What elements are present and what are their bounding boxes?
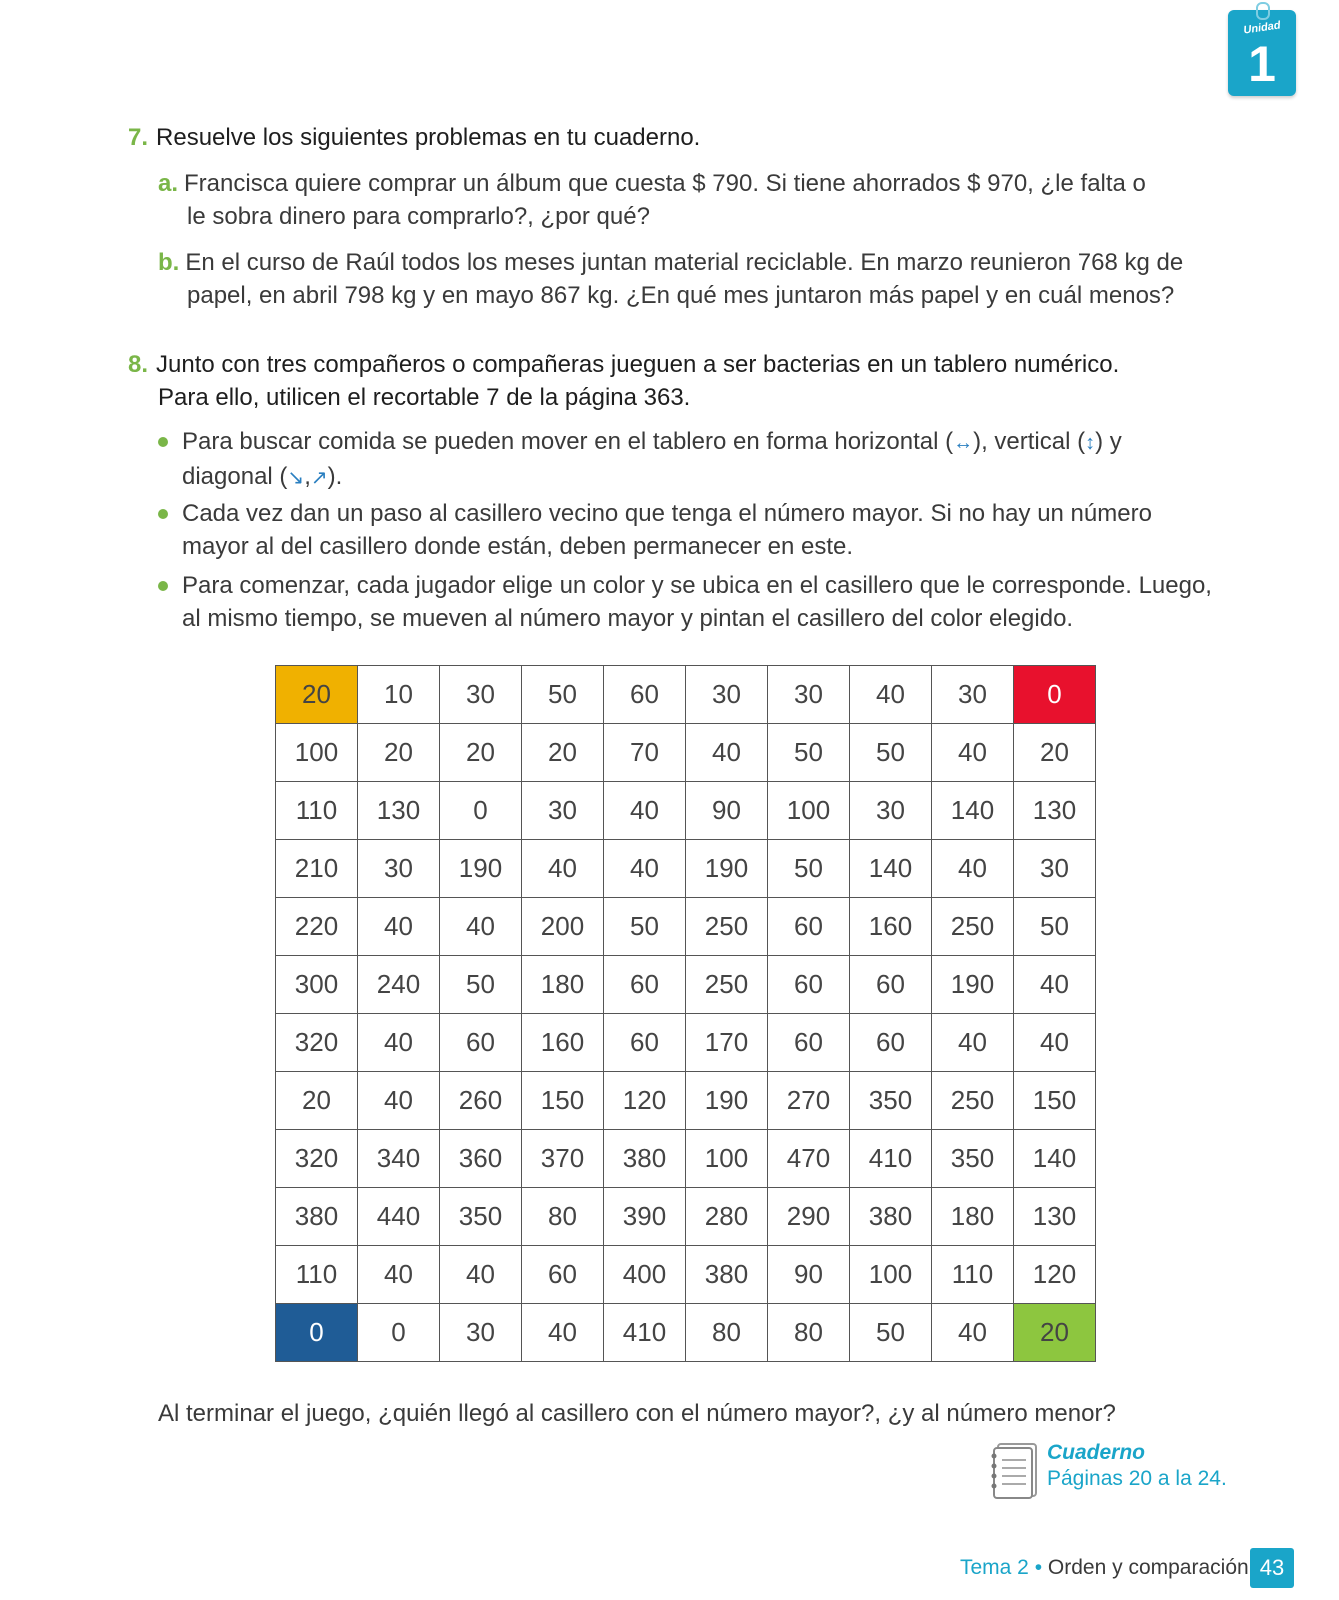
board-cell: 190 xyxy=(932,956,1014,1014)
question-7a-letter: a. xyxy=(158,170,179,197)
board-row xyxy=(276,1304,1096,1362)
rule-bullet-movement xyxy=(158,425,1238,495)
board-cell: 320 xyxy=(276,1130,358,1188)
board-cell: 130 xyxy=(1014,782,1096,840)
question-7b-line1: En el curso de Raúl todos los meses juntan material reciclable. En marzo reunieron 768 kg de xyxy=(185,249,1184,276)
board-cell: 60 xyxy=(604,666,686,724)
board-cell: 30 xyxy=(768,666,850,724)
board-cell: 380 xyxy=(686,1246,768,1304)
board-cell: 40 xyxy=(522,1304,604,1362)
rule-1-text-a: Para buscar comida se pueden mover en el tablero en forma horizontal ( xyxy=(182,428,954,455)
board-cell: 0 xyxy=(440,782,522,840)
rule-1-comma: , xyxy=(304,463,311,490)
notebook-icon xyxy=(990,1440,1040,1500)
board-cell: 50 xyxy=(522,666,604,724)
question-8-line2: Para ello, utilicen el recortable 7 de la página 363. xyxy=(158,384,691,411)
board-cell: 380 xyxy=(276,1188,358,1246)
board-cell: 40 xyxy=(604,782,686,840)
board-cell: 190 xyxy=(686,840,768,898)
board-row xyxy=(276,1188,1096,1246)
board-cell: 40 xyxy=(358,1014,440,1072)
board-cell: 60 xyxy=(522,1246,604,1304)
question-7a xyxy=(158,167,1208,233)
rule-bullet-step xyxy=(158,497,1238,563)
board-row xyxy=(276,1072,1096,1130)
board-cell: 60 xyxy=(768,1014,850,1072)
footer-separator: • xyxy=(1034,1556,1043,1579)
board-cell: 350 xyxy=(440,1188,522,1246)
page-number: 43 xyxy=(1250,1548,1294,1588)
question-7b-letter: b. xyxy=(158,249,180,276)
board-cell: 270 xyxy=(768,1072,850,1130)
board-cell: 180 xyxy=(932,1188,1014,1246)
board-cell: 60 xyxy=(604,1014,686,1072)
board-cell: 360 xyxy=(440,1130,522,1188)
board-cell: 390 xyxy=(604,1188,686,1246)
rule-1-text-e: ). xyxy=(327,463,343,490)
board-cell: 0 xyxy=(358,1304,440,1362)
board-cell: 410 xyxy=(850,1130,932,1188)
board-row xyxy=(276,1014,1096,1072)
board-cell: 10 xyxy=(358,666,440,724)
board-cell: 70 xyxy=(604,724,686,782)
board-cell: 40 xyxy=(850,666,932,724)
board-cell: 20 xyxy=(1014,1304,1096,1362)
board-row xyxy=(276,782,1096,840)
board-cell: 30 xyxy=(358,840,440,898)
board-row xyxy=(276,724,1096,782)
board-cell: 100 xyxy=(276,724,358,782)
footer-tema: Tema 2 xyxy=(960,1556,1029,1579)
rule-3-line1: Para comenzar, cada jugador elige un color y se ubica en el casillero que le corresponde. Luego, xyxy=(182,572,1212,599)
board-cell: 160 xyxy=(522,1014,604,1072)
bullet-dot xyxy=(158,509,168,519)
board-cell: 40 xyxy=(522,840,604,898)
question-7-number: 7. xyxy=(128,124,149,151)
board-cell: 40 xyxy=(932,724,1014,782)
board-cell: 30 xyxy=(440,1304,522,1362)
board-cell: 0 xyxy=(1014,666,1096,724)
board-cell: 190 xyxy=(440,840,522,898)
board-cell: 50 xyxy=(604,898,686,956)
bullet-dot xyxy=(158,437,168,447)
unit-number: 1 xyxy=(1248,36,1276,92)
board-cell: 0 xyxy=(276,1304,358,1362)
board-cell: 130 xyxy=(358,782,440,840)
board-cell: 50 xyxy=(768,724,850,782)
rule-1-text-c: ) y xyxy=(1095,428,1122,455)
footer-topic-text: Orden y comparación xyxy=(1047,1556,1249,1579)
board-cell: 260 xyxy=(440,1072,522,1130)
board-cell: 60 xyxy=(768,898,850,956)
board-cell: 150 xyxy=(1014,1072,1096,1130)
board-cell: 130 xyxy=(1014,1188,1096,1246)
board-cell: 140 xyxy=(850,840,932,898)
board-row xyxy=(276,1130,1096,1188)
board-cell: 370 xyxy=(522,1130,604,1188)
board-cell: 100 xyxy=(686,1130,768,1188)
board-cell: 80 xyxy=(768,1304,850,1362)
vertical-arrow-icon: ↕ xyxy=(1085,432,1096,454)
board-row xyxy=(276,1246,1096,1304)
board-cell: 60 xyxy=(850,956,932,1014)
question-7-title xyxy=(128,124,700,152)
board-cell: 20 xyxy=(1014,724,1096,782)
board-cell: 440 xyxy=(358,1188,440,1246)
board-cell: 110 xyxy=(932,1246,1014,1304)
board-cell: 30 xyxy=(850,782,932,840)
question-7-text: Resuelve los siguientes problemas en tu cuaderno. xyxy=(156,124,701,151)
question-8-number: 8. xyxy=(128,351,149,378)
board-cell: 250 xyxy=(686,898,768,956)
rule-2-line2: mayor al del casillero donde están, deben permanecer en este. xyxy=(182,533,854,560)
board-cell: 20 xyxy=(440,724,522,782)
board-cell: 120 xyxy=(1014,1246,1096,1304)
board-cell: 80 xyxy=(686,1304,768,1362)
board-cell: 30 xyxy=(686,666,768,724)
cuaderno-pages: Páginas 20 a la 24. xyxy=(1047,1467,1227,1490)
question-7a-line2: le sobra dinero para comprarlo?, ¿por qué? xyxy=(187,203,650,230)
board-cell: 40 xyxy=(686,724,768,782)
board-cell: 210 xyxy=(276,840,358,898)
board-cell: 250 xyxy=(686,956,768,1014)
board-cell: 30 xyxy=(440,666,522,724)
board-cell: 40 xyxy=(358,1246,440,1304)
board-cell: 80 xyxy=(522,1188,604,1246)
board-cell: 340 xyxy=(358,1130,440,1188)
board-cell: 40 xyxy=(604,840,686,898)
board-cell: 100 xyxy=(850,1246,932,1304)
board-cell: 20 xyxy=(522,724,604,782)
question-8-line1: Junto con tres compañeros o compañeras jueguen a ser bacterias en un tablero numérico. xyxy=(156,351,1120,378)
board-cell: 180 xyxy=(522,956,604,1014)
board-cell: 40 xyxy=(932,840,1014,898)
board-cell: 380 xyxy=(604,1130,686,1188)
board-cell: 300 xyxy=(276,956,358,1014)
board-cell: 220 xyxy=(276,898,358,956)
board-cell: 40 xyxy=(932,1304,1014,1362)
board-cell: 20 xyxy=(276,666,358,724)
board-cell: 160 xyxy=(850,898,932,956)
unit-tab xyxy=(1228,10,1296,96)
board-cell: 350 xyxy=(850,1072,932,1130)
question-7b xyxy=(158,246,1208,312)
board-cell: 190 xyxy=(686,1072,768,1130)
board-cell: 30 xyxy=(1014,840,1096,898)
board-cell: 20 xyxy=(276,1072,358,1130)
board-cell: 380 xyxy=(850,1188,932,1246)
footer-topic xyxy=(960,1556,1249,1580)
rule-2-line1: Cada vez dan un paso al casillero vecino que tenga el número mayor. Si no hay un número xyxy=(182,500,1152,527)
board-cell: 50 xyxy=(1014,898,1096,956)
board-cell: 110 xyxy=(276,1246,358,1304)
board-cell: 40 xyxy=(440,898,522,956)
number-board xyxy=(275,665,1096,1362)
board-cell: 350 xyxy=(932,1130,1014,1188)
board-cell: 40 xyxy=(932,1014,1014,1072)
board-row xyxy=(276,956,1096,1014)
board-cell: 40 xyxy=(440,1246,522,1304)
board-cell: 40 xyxy=(1014,1014,1096,1072)
board-cell: 50 xyxy=(850,1304,932,1362)
diagonal-arrow-up-icon: ↗ xyxy=(310,467,328,489)
board-cell: 90 xyxy=(768,1246,850,1304)
board-cell: 40 xyxy=(358,1072,440,1130)
final-question: Al terminar el juego, ¿quién llegó al casillero con el número mayor?, ¿y al número menor? xyxy=(158,1400,1116,1427)
board-cell: 120 xyxy=(604,1072,686,1130)
board-cell: 140 xyxy=(1014,1130,1096,1188)
board-cell: 400 xyxy=(604,1246,686,1304)
rule-bullet-start xyxy=(158,569,1238,635)
board-cell: 50 xyxy=(768,840,850,898)
horizontal-arrow-icon: ↔ xyxy=(953,432,974,454)
board-cell: 30 xyxy=(522,782,604,840)
board-cell: 280 xyxy=(686,1188,768,1246)
rule-3-line2: al mismo tiempo, se mueven al número mayor y pintan el casillero del color elegido. xyxy=(182,605,1074,632)
board-cell: 110 xyxy=(276,782,358,840)
board-cell: 470 xyxy=(768,1130,850,1188)
board-cell: 320 xyxy=(276,1014,358,1072)
board-cell: 290 xyxy=(768,1188,850,1246)
board-cell: 150 xyxy=(522,1072,604,1130)
unit-label: Unidad xyxy=(1242,19,1282,37)
board-cell: 60 xyxy=(768,956,850,1014)
board-cell: 60 xyxy=(604,956,686,1014)
board-cell: 50 xyxy=(850,724,932,782)
question-8-title xyxy=(128,348,1228,414)
board-cell: 250 xyxy=(932,898,1014,956)
board-cell: 40 xyxy=(1014,956,1096,1014)
board-cell: 30 xyxy=(932,666,1014,724)
rule-1-text-d: diagonal ( xyxy=(182,463,288,490)
paperclip-icon xyxy=(1256,2,1270,20)
cuaderno-title: Cuaderno xyxy=(1047,1441,1146,1464)
board-cell: 140 xyxy=(932,782,1014,840)
question-7b-line2: papel, en abril 798 kg y en mayo 867 kg. ¿En qué mes juntaron más papel y en cuál menos? xyxy=(187,282,1175,309)
board-cell: 250 xyxy=(932,1072,1014,1130)
board-cell: 60 xyxy=(850,1014,932,1072)
board-cell: 90 xyxy=(686,782,768,840)
board-cell: 100 xyxy=(768,782,850,840)
question-7a-line1: Francisca quiere comprar un álbum que cuesta $ 790. Si tiene ahorrados $ 970, ¿le falta o xyxy=(184,170,1146,197)
rule-1-text-b: ), vertical ( xyxy=(973,428,1086,455)
board-cell: 40 xyxy=(358,898,440,956)
board-cell: 410 xyxy=(604,1304,686,1362)
diagonal-arrow-down-icon: ↘ xyxy=(287,467,305,489)
board-cell: 60 xyxy=(440,1014,522,1072)
board-row xyxy=(276,898,1096,956)
board-cell: 50 xyxy=(440,956,522,1014)
board-cell: 200 xyxy=(522,898,604,956)
board-cell: 240 xyxy=(358,956,440,1014)
board-cell: 170 xyxy=(686,1014,768,1072)
bullet-dot xyxy=(158,581,168,591)
board-row xyxy=(276,666,1096,724)
board-row xyxy=(276,840,1096,898)
board-cell: 20 xyxy=(358,724,440,782)
